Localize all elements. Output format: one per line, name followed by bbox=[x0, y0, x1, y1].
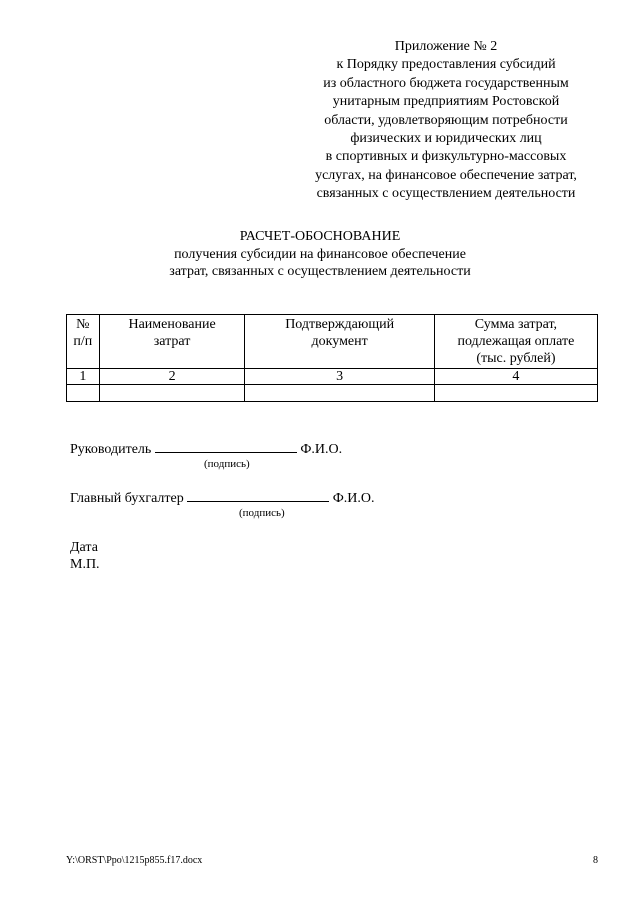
appendix-line: физических и юридических лиц bbox=[350, 131, 542, 147]
header-cell-number bbox=[67, 315, 100, 369]
accountant-signature-caption: (подпись) bbox=[239, 507, 285, 519]
head-signature-caption: (подпись) bbox=[204, 458, 250, 470]
table-row bbox=[67, 385, 598, 402]
appendix-line: Приложение № 2 bbox=[394, 39, 498, 54]
header-text: документ bbox=[311, 334, 368, 349]
head-label: Руководитель bbox=[70, 442, 152, 457]
document-subtitle-line: затрат, связанных с осуществлением деятельности bbox=[169, 264, 471, 279]
stamp-label: М.П. bbox=[70, 557, 100, 572]
header-text: Сумма затрат, bbox=[474, 317, 558, 332]
header-text: Подтверждающий bbox=[285, 317, 395, 332]
page-number: 8 bbox=[593, 855, 598, 866]
empty-cell bbox=[67, 385, 100, 402]
calculation-table bbox=[66, 314, 598, 402]
appendix-line: унитарным предприятиям Ростовской bbox=[332, 94, 560, 110]
appendix-line: к Порядку предоставления субсидий bbox=[336, 57, 556, 73]
appendix-line: из областного бюджета государственным bbox=[323, 75, 569, 91]
date-label: Дата bbox=[70, 540, 98, 555]
document-heading bbox=[100, 228, 540, 281]
signature-blank bbox=[187, 489, 329, 502]
header-text: п/п bbox=[73, 334, 93, 349]
head-name: Ф.И.О. bbox=[300, 442, 343, 457]
accountant-label: Главный бухгалтер bbox=[70, 491, 184, 506]
header-text: № bbox=[76, 317, 90, 332]
appendix-line: услугах, на финансовое обеспечение затрат, bbox=[315, 167, 577, 183]
numbering-cell: 3 bbox=[245, 369, 434, 385]
signature-blank bbox=[155, 440, 297, 453]
header-cell-amount bbox=[434, 315, 597, 369]
document-title: РАСЧЕТ-ОБОСНОВАНИЕ bbox=[239, 229, 401, 244]
empty-cell bbox=[245, 385, 434, 402]
numbering-cell: 4 bbox=[434, 369, 597, 385]
header-text: Наименование bbox=[128, 317, 216, 332]
accountant-name: Ф.И.О. bbox=[332, 491, 375, 506]
numbering-cell: 1 bbox=[67, 369, 100, 385]
empty-cell bbox=[434, 385, 597, 402]
table-numbering-row bbox=[67, 369, 598, 385]
accountant-signature-line bbox=[70, 489, 375, 507]
appendix-line: в спортивных и физкультурно-массовых bbox=[325, 149, 567, 165]
appendix-block bbox=[300, 38, 592, 204]
footer-file-path: Y:\ORST\Ppo\1215p855.f17.docx bbox=[66, 855, 203, 866]
header-cell-document bbox=[245, 315, 434, 369]
empty-cell bbox=[99, 385, 245, 402]
header-text: затрат bbox=[153, 334, 191, 349]
header-text: подлежащая оплате bbox=[457, 334, 575, 349]
document-subtitle-line: получения субсидии на финансовое обеспечение bbox=[174, 246, 466, 262]
head-signature-line bbox=[70, 440, 342, 458]
appendix-line: связанных с осуществлением деятельности bbox=[316, 186, 576, 202]
table-header-row bbox=[67, 315, 598, 369]
header-cell-cost-name bbox=[99, 315, 245, 369]
numbering-cell: 2 bbox=[99, 369, 245, 385]
header-text: (тыс. рублей) bbox=[476, 351, 556, 366]
appendix-line: области, удовлетворяющим потребности bbox=[324, 112, 568, 128]
